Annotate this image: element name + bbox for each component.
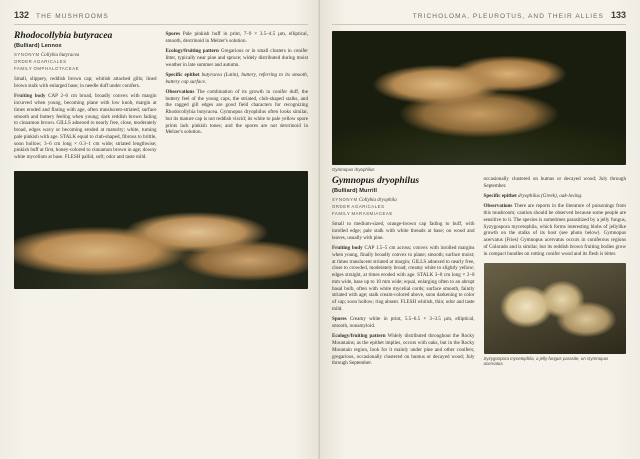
ecology-rhodocollybia (166, 48, 309, 68)
fruiting-body-label-2: Fruiting body (332, 245, 363, 252)
ecology-label: Ecology/fruiting pattern (165, 48, 219, 55)
family-value-2: MARASMIACEAE (351, 210, 393, 216)
species-authority-rhodocollybia: (Bulliard) Lennox (14, 42, 62, 49)
synonym-label: SYNONYM (14, 51, 40, 57)
figure-syzygospora (484, 263, 627, 366)
order-value: AGARICALES (33, 58, 67, 64)
observations-text: The combination of its growth in conifer duff, the buttery feel of the young caps, the striated, club-shaped stalks, and the ragged gill edges are good field characters for recognizing Rhodocollybia butyracea. Gymnopus dryophilus often looks similar, but its mature cap is not reddish viscid; its white to pale yellow spore prints lack pinkish tones; and the spores are not dextrinoid in Melzer's solution. (165, 88, 308, 136)
fruiting-body-text-2: CAP 1.5–5 cm across; convex with inrolled margins when young, finally broadly convex to plane; smooth; surface moist; at times translucent striated at margin; GILLS adnexed to nearly free, close to crowded, moderately broad; creamy white to slightly yellow; edges straight, at times eroded with age. STALK 3–8 cm long × 2–8 mm wide, base up to 10 mm wide; equal, enlarging often to an abrupt basal bulb, often with white mycelial cords; surface smooth, faintly striated with age; stalk cream-colored above, soon darkening to color of cap; soon hollow; ring absent. FLESH whitish, thin; odor and taste mild. (332, 245, 475, 313)
observations-label-2: Observations (483, 203, 513, 210)
gymnopus-caption (332, 167, 626, 172)
right-running-head-text: TRICHOLOMA, PLEUROTUS, AND THEIR ALLIES (412, 13, 604, 20)
synonym-value: Collybia butyracea (40, 52, 80, 58)
gymnopus-caption-text: Gymnopus dryophilus (332, 167, 375, 172)
epithet-gymnopus (484, 193, 627, 200)
left-running-head-text: THE MUSHROOMS (36, 13, 109, 20)
order-label: ORDER (14, 58, 33, 64)
left-column-1 (14, 31, 157, 165)
epithet-text-2: dryophilus (Greek), oak-loving. (518, 193, 583, 200)
fruiting-body-label: Fruiting body (14, 93, 46, 100)
species-heading-rhodocollybia: Rhodocollybia butyracea (14, 30, 113, 41)
syzygospora-caption: Syzygospora mycetophila, a jelly fungus parasite, on Gymnopus acervatus. (483, 356, 609, 367)
left-folio: 132 (14, 10, 30, 20)
ecology-gymnopus-cont: occasionally clustered on humus or decayed wood; July through September. (483, 176, 626, 189)
epithet-rhodocollybia (166, 72, 309, 86)
right-head-rule (332, 24, 626, 25)
right-columns (332, 176, 626, 371)
ecology-text: Gregarious or in small clusters in conifer litter, typically near pine and spruce; widely distributed during moist weather in late summer and autumn. (165, 48, 308, 68)
spores-label-2: Spores (332, 316, 347, 323)
left-column-2 (166, 31, 309, 165)
gymnopus-dryophilus-photo (332, 31, 626, 165)
right-column-2 (484, 176, 627, 371)
figure-rhodocollybia (14, 171, 308, 289)
species-heading-gymnopus: Gymnopus dryophilus (332, 175, 420, 186)
left-running-head (14, 10, 308, 22)
rhodocollybia-photo (14, 171, 308, 289)
synonym-label-2: SYNONYM (332, 196, 358, 202)
ecology-text-2: Widely distributed throughout the Rocky Mountains; as the epithet implies, occurs with oaks, but in the Rocky Mountain region, look for it mainly under pine and other conifers; gregarious, occasionally clustered on humus or decayed wood; July through September. (332, 333, 475, 367)
spores-gymnopus (332, 316, 475, 330)
species-authority-gymnopus: (Bulliard) Murrill (332, 187, 377, 194)
right-folio: 133 (610, 10, 626, 20)
left-head-rule (14, 24, 308, 25)
spores-text-2: Creamy white in print, 5.5–6.5 × 3–3.5 µm, elliptical, smooth, nonamyloid. (332, 316, 475, 330)
fruiting-body-rhodocollybia (14, 93, 157, 161)
order-label-2: ORDER (332, 203, 351, 209)
taxonomy-block-gymnopus (332, 197, 475, 218)
synonym-value-2: Collybia dryophila (358, 197, 397, 203)
spores-text: Pale pinkish buff in print, 7–9 × 3.5–4.5 µm, elliptical, smooth, dextrinoid in Melzer's solution. (165, 31, 308, 44)
family-label: FAMILY (14, 65, 33, 71)
spores-label: Spores (165, 31, 181, 37)
epithet-label-2: Specific epithet (483, 193, 517, 200)
right-column-1 (332, 176, 475, 371)
taxonomy-block-rhodocollybia (14, 52, 157, 73)
spores-rhodocollybia (166, 31, 309, 45)
epithet-label: Specific epithet (165, 71, 200, 78)
observations-label: Observations (165, 88, 195, 95)
ecology-label-2: Ecology/fruiting pattern (332, 333, 386, 340)
right-running-head (332, 10, 626, 22)
right-page (320, 0, 640, 459)
figure-gymnopus-top (332, 31, 626, 172)
family-value: OMPHALOTACEAE (33, 65, 80, 71)
ecology-gymnopus (332, 333, 475, 367)
family-label-2: FAMILY (332, 210, 351, 216)
order-value-2: AGARICALES (351, 203, 385, 209)
lead-description-gymnopus: Small to medium-sized, orange-brown cap fading to buff, with inrolled edge; pale stalk with white threads at base; on wood and leaves, usually with pine. (332, 221, 475, 241)
observations-rhodocollybia (166, 89, 309, 136)
fruiting-body-gymnopus (332, 245, 475, 313)
fruiting-body-text: CAP 2–6 cm broad, broadly convex with margin incurved when young, becoming plane with low knob, margin at times eroded and flaring with age, often translucent-striated; surface smooth and buttery feeling when young; dark reddish brown fading to cinnamon brown. GILLS adnexed to nearly free, close, moderately broad, edges wavy or becoming eroded at maturity; white, turning pale pinkish with age. STALK equal to club-shaped, fibrous to brittle, soon hollow; 3–6 cm long × 0.3–1 cm wide; striated lengthwise; pinkish buff at first, honey-colored to cinnamon brown in age; downy white mycelium at base. FLESH pallid, soft; odor and taste mild. (14, 93, 157, 161)
observations-text-2: There are reports in the literature of poisonings from this mushroom; caution should be observed because some people are sensitive to it. The species is sometimes parasitized by a jelly fungus, Syzygospora mycetophila, which forms interesting blobs of jellylike growth on the stalks of its host (see photo below). Gymnopus acervatus (Fries) Gymnopus acervatus occurs in coniferous regions of Colorado and is similar, but its reddish brown fruiting bodies grow in compact bundles on rotting conifer wood and its flesh is bitter. (483, 203, 626, 257)
observations-gymnopus (484, 203, 627, 257)
epithet-text: butyracea (Latin), buttery, referring to its smooth, buttery cap surface. (165, 71, 308, 85)
lead-description-rhodocollybia: Small, slippery, reddish brown cap; whitish attached gills; lined brown stalk with enlarged base; in needle duff under conifers. (14, 76, 157, 90)
syzygospora-photo (484, 263, 627, 354)
left-columns (14, 31, 308, 165)
